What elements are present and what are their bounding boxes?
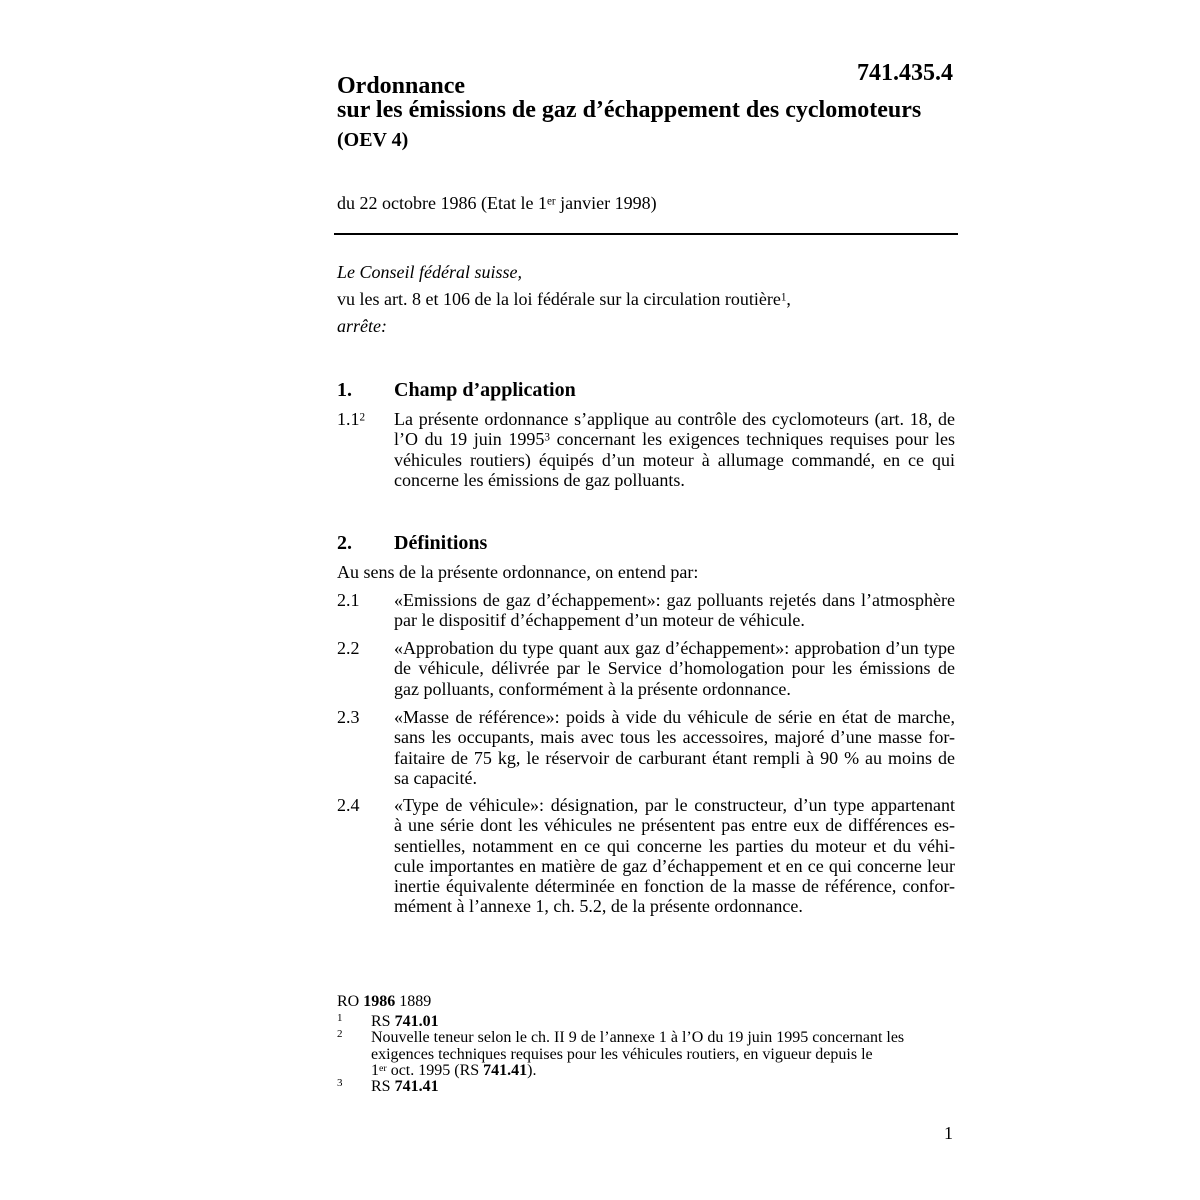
article-number-text: 1.1: [337, 409, 360, 429]
text-line: véhicules routiers) équipés d’un moteur à allumage commandé, en ce qui: [394, 449, 955, 470]
page-number: 1: [944, 1123, 953, 1143]
article-1-1: [337, 409, 955, 490]
article-2-2: [337, 638, 955, 699]
text-line: sentielles, notamment en ce qui concerne les parties du moteur et du véhi-: [394, 835, 955, 856]
text-segment: concernant les exigences techniques requises pour les: [549, 429, 956, 450]
date-superscript: er: [546, 195, 556, 208]
preamble-basis-text: vu les art. 8 et 106 de la loi fédérale sur la circulation routière: [337, 289, 781, 309]
text-line: gaz polluants, conformément à la présente ordonnance.: [394, 678, 791, 699]
footnote-marker: 1: [337, 1012, 343, 1024]
section-title: Champ d’application: [394, 379, 576, 401]
section-number: 1.: [337, 379, 352, 401]
source-page: 1889: [395, 993, 432, 1010]
footnote-text: RS: [371, 1078, 395, 1096]
date-line: [337, 193, 657, 213]
text-line: concerne les émissions de gaz polluants.: [394, 469, 685, 490]
article-number: 2.3: [337, 707, 360, 727]
text-segment: l’O du 19 juin 1995: [394, 429, 545, 450]
source-reference: [337, 994, 431, 1010]
text-line: La présente ordonnance s’applique au contrôle des cyclomoteurs (art. 18, de: [394, 409, 955, 429]
text-line: cule importantes en matière de gaz d’échappement et en ce qui concerne leur: [394, 855, 955, 876]
section-intro: Au sens de la présente ordonnance, on entend par:: [337, 562, 699, 582]
document-title: [337, 74, 921, 122]
article-number: 2.2: [337, 638, 360, 658]
source-year: 1986: [363, 993, 396, 1010]
text-line: à une série dont les véhicules ne présentent pas entre eux de différences es-: [394, 815, 955, 836]
text-line: mément à l’annexe 1, ch. 5.2, de la présente ordonnance.: [394, 896, 803, 917]
footnote-text: oct. 1995 (RS: [386, 1061, 484, 1079]
text-line: par le dispositif d’échappement d’un moteur de véhicule.: [394, 610, 805, 631]
document-abbreviation: (OEV 4): [337, 129, 409, 151]
footnote-1: [337, 1014, 957, 1030]
article-2-3: [337, 707, 955, 788]
section-2-heading: [337, 531, 955, 555]
footnote-ref-number: 741.41: [483, 1061, 528, 1079]
article-number: 2.1: [337, 590, 360, 610]
footnote-ref-number: 741.01: [394, 1013, 439, 1030]
preamble-basis: [337, 286, 791, 313]
text-line: «Emissions de gaz d’échappement»: gaz polluants rejetés dans l’atmosphère: [394, 590, 955, 610]
text-line: [394, 429, 955, 449]
footnote-line: [371, 1063, 957, 1079]
date-text: du 22 octobre 1986 (Etat le 1: [337, 193, 547, 213]
text-line: sa capacité.: [394, 767, 477, 788]
footnote-text: RS: [371, 1013, 395, 1030]
section-1-heading: [337, 378, 955, 402]
footnotes: [337, 1014, 957, 1095]
preamble-authority: Le Conseil fédéral suisse,: [337, 262, 522, 282]
section-title: Définitions: [394, 532, 488, 554]
footnote-text: ).: [527, 1061, 537, 1079]
article-2-4: [337, 795, 955, 917]
preamble-basis-end: ,: [786, 289, 791, 309]
article-number: [337, 409, 365, 429]
title-line-1: Ordonnance: [337, 73, 466, 99]
preamble-decree: arrête:: [337, 316, 387, 336]
text-line: inertie équivalente déterminée en fonction de la masse de référence, confor-: [394, 876, 955, 897]
footnote-ref-3: 3: [544, 431, 550, 444]
article-text: [394, 409, 955, 490]
date-text-end: janvier 1998): [555, 193, 657, 213]
text-line: «Masse de référence»: poids à vide du véhicule de série en état de marche,: [394, 707, 955, 727]
footnote-ref-number: 741.41: [394, 1078, 439, 1096]
footnote-marker: 2: [337, 1028, 343, 1041]
text-line: «Type de véhicule»: désignation, par le constructeur, d’un type appartenant: [394, 795, 955, 815]
section-number: 2.: [337, 532, 352, 554]
title-line-2: sur les émissions de gaz d’échappement des cyclomoteurs: [337, 97, 922, 123]
article-number: 2.4: [337, 795, 360, 815]
article-text: [394, 707, 955, 788]
horizontal-rule: [334, 233, 958, 235]
footnote-superscript: er: [379, 1062, 387, 1074]
article-2-1: [337, 590, 955, 631]
preamble: [337, 259, 791, 340]
document-number: 741.435.4: [857, 60, 953, 86]
article-text: [394, 590, 955, 631]
footnote-line: Nouvelle teneur selon le ch. II 9 de l’annexe 1 à l’O du 19 juin 1995 concernant les: [371, 1029, 905, 1047]
footnote-3: [337, 1079, 957, 1095]
footnote-ref-2: 2: [359, 411, 366, 424]
article-text: [394, 795, 955, 917]
text-line: faitaire de 75 kg, le réservoir de carburant étant rempli à 90 % au moins de: [394, 747, 955, 768]
footnote-2: [337, 1030, 957, 1079]
article-text: [394, 638, 955, 699]
source-prefix: RO: [337, 993, 364, 1010]
text-line: sans les occupants, mais avec tous les accessoires, majoré d’une masse for-: [394, 727, 955, 748]
footnote-marker: 3: [337, 1077, 343, 1090]
footnote-text: 1: [371, 1061, 379, 1079]
footnote-ref-1: 1: [780, 291, 787, 304]
text-line: «Approbation du type quant aux gaz d’échappement»: approbation d’un type: [394, 638, 955, 658]
footnote-line: exigences techniques requises pour les véhicules routiers, en vigueur depuis le: [371, 1045, 873, 1063]
text-line: de véhicule, délivrée par le Service d’homologation pour les émissions de: [394, 658, 955, 679]
